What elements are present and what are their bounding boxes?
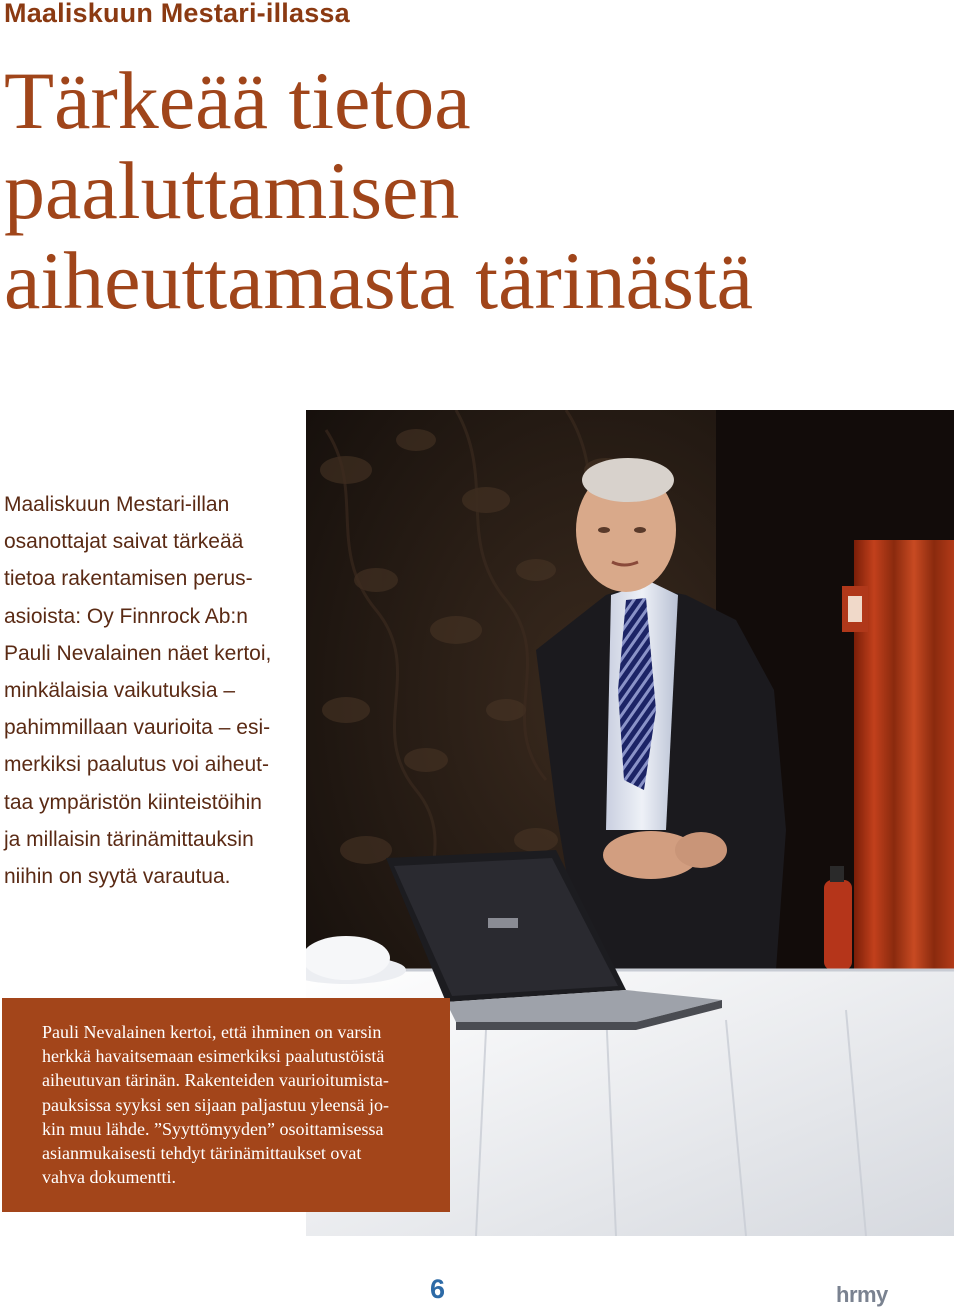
caption-line: Pauli Nevalainen kertoi, että ihminen on varsin (42, 1022, 382, 1042)
lead-line: ja millaisin tärinämittauksin (4, 827, 254, 851)
caption-line: kin muu lähde. ”Syyttömyyden” osoittamisessa (42, 1118, 384, 1139)
lead-line: minkälaisia vaikutuksia – (4, 679, 236, 703)
lead-line: niihin on syytä varautua. (4, 865, 231, 889)
caption-line: pauksissa syyksi sen sijaan paljastuu yleensä jo- (42, 1094, 389, 1115)
caption-line: vahva dokumentti. (42, 1167, 176, 1188)
caption-line: herkkä havaitsemaan esimerkiksi paalutustöistä (42, 1046, 385, 1067)
lead-line: Pauli Nevalainen näet kertoi, (4, 641, 272, 665)
section-kicker: Maaliskuun Mestari-illassa (4, 0, 350, 28)
photo-caption (2, 998, 450, 1212)
caption-line: asianmukaisesti tehdyt tärinämittaukset ovat (42, 1143, 362, 1164)
lead-line: pahimmillaan vaurioita – esi- (4, 716, 271, 740)
lead-paragraph (4, 486, 294, 895)
lead-line: Maaliskuun Mestari-illan (4, 493, 230, 516)
publication-logo: hrmy (836, 1282, 888, 1307)
caption-line: aiheutuvan tärinän. Rakenteiden vaurioitumista- (42, 1070, 389, 1091)
lead-line: tietoa rakentamisen perus- (4, 567, 253, 591)
lead-line: asioista: Oy Finnrock Ab:n (4, 604, 248, 628)
lead-line: osanottajat saivat tärkeää (4, 530, 244, 554)
article-headline (4, 56, 904, 326)
headline-line: aiheuttamasta tärinästä (4, 235, 754, 326)
lead-line: taa ympäristön kiinteistöihin (4, 790, 262, 814)
lead-line: merkiksi paalutus voi aiheut- (4, 753, 269, 777)
headline-line: Tärkeää tietoa (4, 55, 471, 146)
headline-line: paaluttamisen (4, 145, 460, 236)
page-number: 6 (430, 1274, 446, 1304)
